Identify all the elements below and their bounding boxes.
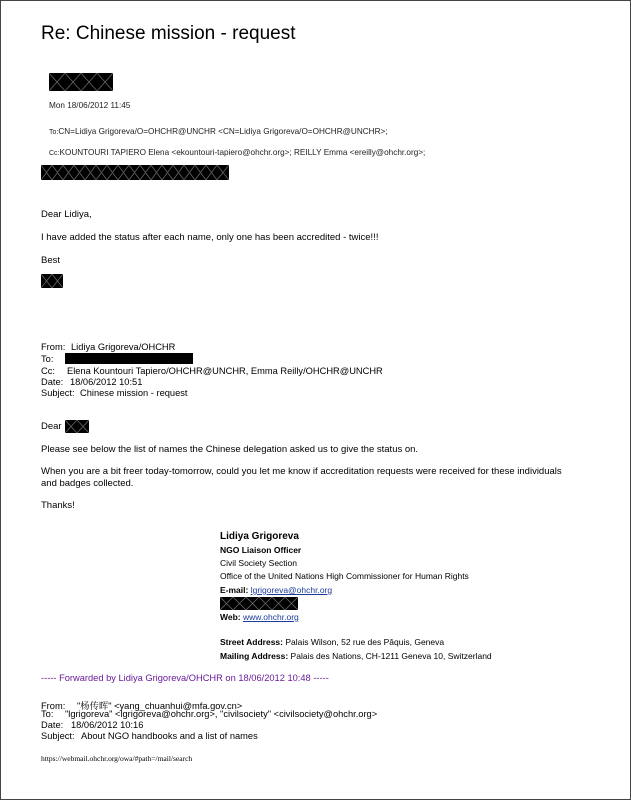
forwarded-from-label: From: (41, 701, 66, 711)
body-line: I have added the status after each name, only one has been accredited - twice!!! (41, 232, 379, 243)
quoted-para2-line1: When you are a bit freer today-tomorrow, could you let me know if accreditation requests were received for these individuals (41, 466, 562, 477)
signature-street (220, 637, 444, 647)
to-line (49, 127, 388, 136)
forwarded-from-value: "杨传晖" <yang_chuanhui@mfa.gov.cn> (77, 701, 243, 711)
cc-line (49, 148, 425, 157)
quoted-date-label: Date: (41, 377, 64, 387)
quoted-to (41, 354, 53, 364)
mailing-value: Palais des Nations, CH-1211 Geneva 10, Switzerland (290, 651, 492, 661)
web-label: Web: (220, 612, 241, 622)
quoted-greeting: Dear (41, 421, 62, 432)
greeting: Dear Lidiya, (41, 209, 92, 220)
forwarded-subject-label: Subject: (41, 731, 75, 741)
signature-web (220, 612, 299, 622)
email-link[interactable]: lgrigoreva@ohchr.org (250, 585, 333, 595)
quoted-date-value: 18/06/2012 10:51 (70, 377, 143, 387)
footer-url: https://webmail.ohchr.org/owa/#path=/mail/search (41, 754, 193, 763)
quoted-from-value: Lidiya Grigoreva/OHCHR (71, 342, 176, 352)
redacted-recipient (65, 353, 193, 364)
forwarded-to-label: To: (41, 709, 54, 719)
forwarded-to-value: "lgrigoreva" <lgrigoreva@ohchr.org>, "civilsociety" <civilsociety@ohchr.org> (65, 709, 378, 719)
signature-office: Office of the United Nations High Commissioner for Human Rights (220, 571, 469, 581)
quoted-subject (41, 388, 187, 398)
quoted-from-label: From: (41, 342, 66, 352)
quoted-cc (41, 366, 383, 376)
quoted-cc-value: Elena Kountouri Tapiero/OHCHR@UNCHR, Emma Reilly/OHCHR@UNCHR (67, 366, 383, 376)
redacted-phone (220, 597, 298, 610)
email-subject: Re: Chinese mission - request (41, 23, 296, 44)
quoted-thanks: Thanks! (41, 500, 75, 511)
cc-value: KOUNTOURI TAPIERO Elena <ekountouri-tapiero@ohchr.org>; REILLY Emma <ereilly@ohchr.org>; (59, 148, 426, 157)
forwarded-date-value: 18/06/2012 10:16 (71, 720, 144, 730)
street-label: Street Address: (220, 637, 283, 647)
quoted-cc-label: Cc: (41, 366, 55, 376)
cc-label: Cc: (49, 150, 60, 157)
quoted-date (41, 377, 142, 387)
email-label: E-mail: (220, 585, 249, 595)
forwarded-date (41, 720, 143, 730)
quoted-to-label: To: (41, 354, 54, 364)
quoted-subject-label: Subject: (41, 388, 75, 398)
to-label: To: (49, 129, 59, 136)
forwarded-subject (41, 731, 258, 741)
redacted-sender (49, 73, 113, 91)
signature-mailing (220, 651, 492, 661)
closing: Best (41, 255, 61, 266)
forwarded-subject-value: About NGO handbooks and a list of names (81, 731, 258, 741)
redacted-line (41, 165, 229, 180)
to-value: CN=Lidiya Grigoreva/O=OHCHR@UNCHR <CN=Lidiya Grigoreva/O=OHCHR@UNCHR>; (58, 127, 388, 136)
web-link[interactable]: www.ohchr.org (243, 612, 299, 622)
street-value: Palais Wilson, 52 rue des Pâquis, Geneva (285, 637, 445, 647)
quoted-para1: Please see below the list of names the Chinese delegation asked us to give the status on. (41, 444, 419, 455)
signature-title: NGO Liaison Officer (220, 545, 302, 555)
quoted-from (41, 342, 175, 352)
forwarded-date-label: Date: (41, 720, 64, 730)
quoted-para2-line2: and badges collected. (41, 478, 134, 489)
forward-banner: ----- Forwarded by Lidiya Grigoreva/OHCHR on 18/06/2012 10:48 ----- (41, 673, 329, 683)
redacted-signature (41, 274, 63, 288)
forwarded-to (41, 709, 377, 719)
quoted-subject-value: Chinese mission - request (80, 388, 188, 398)
signature-email (220, 585, 332, 595)
mailing-label: Mailing Address: (220, 651, 289, 661)
email-date: Mon 18/06/2012 11:45 (49, 101, 131, 110)
signature-name: Lidiya Grigoreva (220, 531, 299, 542)
signature-section: Civil Society Section (220, 558, 298, 568)
redacted-name (65, 420, 89, 433)
